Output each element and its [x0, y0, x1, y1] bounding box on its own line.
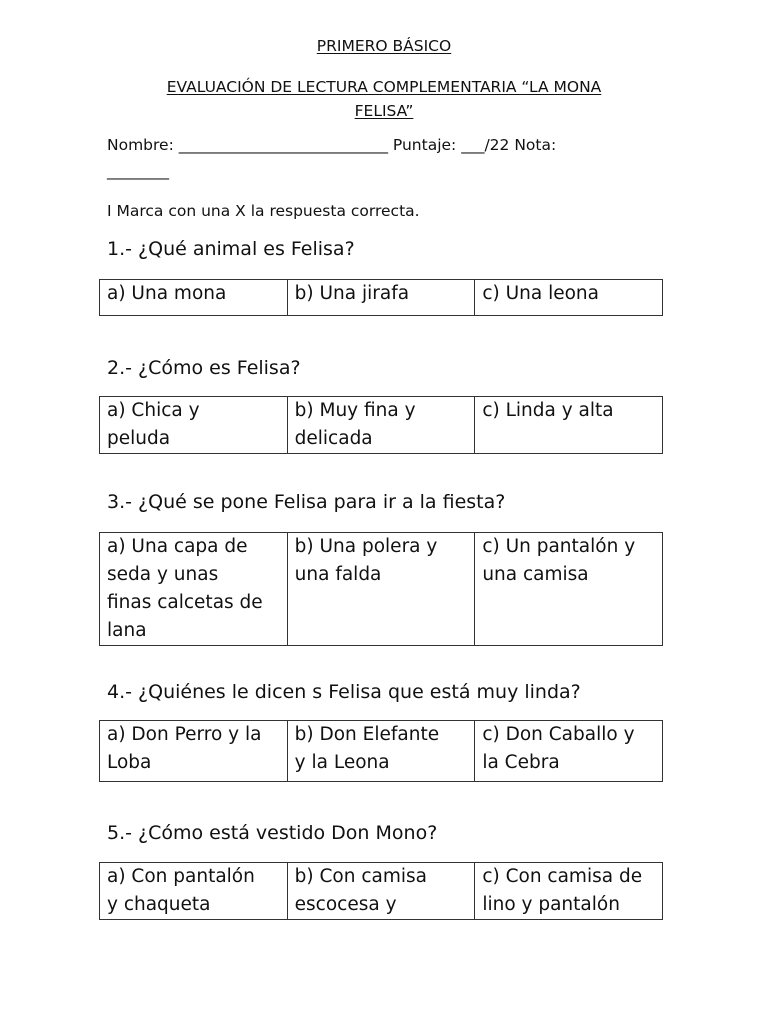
option-a[interactable]: a) Una capa de seda y unas finas calcetas de lana	[100, 533, 288, 646]
options-table-2	[99, 396, 663, 454]
options-table-3	[99, 532, 663, 646]
nota-blank: ________	[107, 162, 169, 180]
options-table-1	[99, 279, 663, 316]
option-a[interactable]: a) Don Perro y la Loba	[100, 721, 288, 782]
option-c[interactable]: c) Una leona	[475, 280, 663, 316]
option-c[interactable]: c) Con camisa de lino y pantalón	[475, 863, 663, 920]
question-3: 3.- ¿Qué se pone Felisa para ir a la fiesta?	[107, 491, 506, 513]
option-b[interactable]: b) Muy fina y delicada	[287, 397, 475, 454]
option-c[interactable]: c) Un pantalón y una camisa	[475, 533, 663, 646]
option-b[interactable]: b) Una polera y una falda	[287, 533, 475, 646]
question-1: 1.- ¿Qué animal es Felisa?	[107, 238, 355, 260]
option-b[interactable]: b) Don Elefante y la Leona	[287, 721, 475, 782]
option-a[interactable]: a) Con pantalón y chaqueta	[100, 863, 288, 920]
evaluation-title: EVALUACIÓN DE LECTURA COMPLEMENTARIA “LA MONA FELISA”	[166, 78, 602, 120]
question-5: 5.- ¿Cómo está vestido Don Mono?	[107, 822, 438, 844]
question-2: 2.- ¿Cómo es Felisa?	[107, 357, 301, 379]
options-table-4	[99, 720, 663, 782]
question-4: 4.- ¿Quiénes le dicen s Felisa que está muy linda?	[107, 681, 581, 703]
option-c[interactable]: c) Linda y alta	[475, 397, 663, 454]
option-b[interactable]: b) Una jirafa	[287, 280, 475, 316]
instructions: I Marca con una X la respuesta correcta.	[107, 202, 420, 220]
option-a[interactable]: a) Chica y peluda	[100, 397, 288, 454]
options-table-5	[99, 862, 663, 920]
option-a[interactable]: a) Una mona	[100, 280, 288, 316]
option-b[interactable]: b) Con camisa escocesa y	[287, 863, 475, 920]
student-info-line: Nombre: ___________________________ Puntaje: ___/22 Nota:	[107, 136, 557, 154]
option-c[interactable]: c) Don Caballo y la Cebra	[475, 721, 663, 782]
grade-level-heading: PRIMERO BÁSICO	[316, 37, 452, 55]
